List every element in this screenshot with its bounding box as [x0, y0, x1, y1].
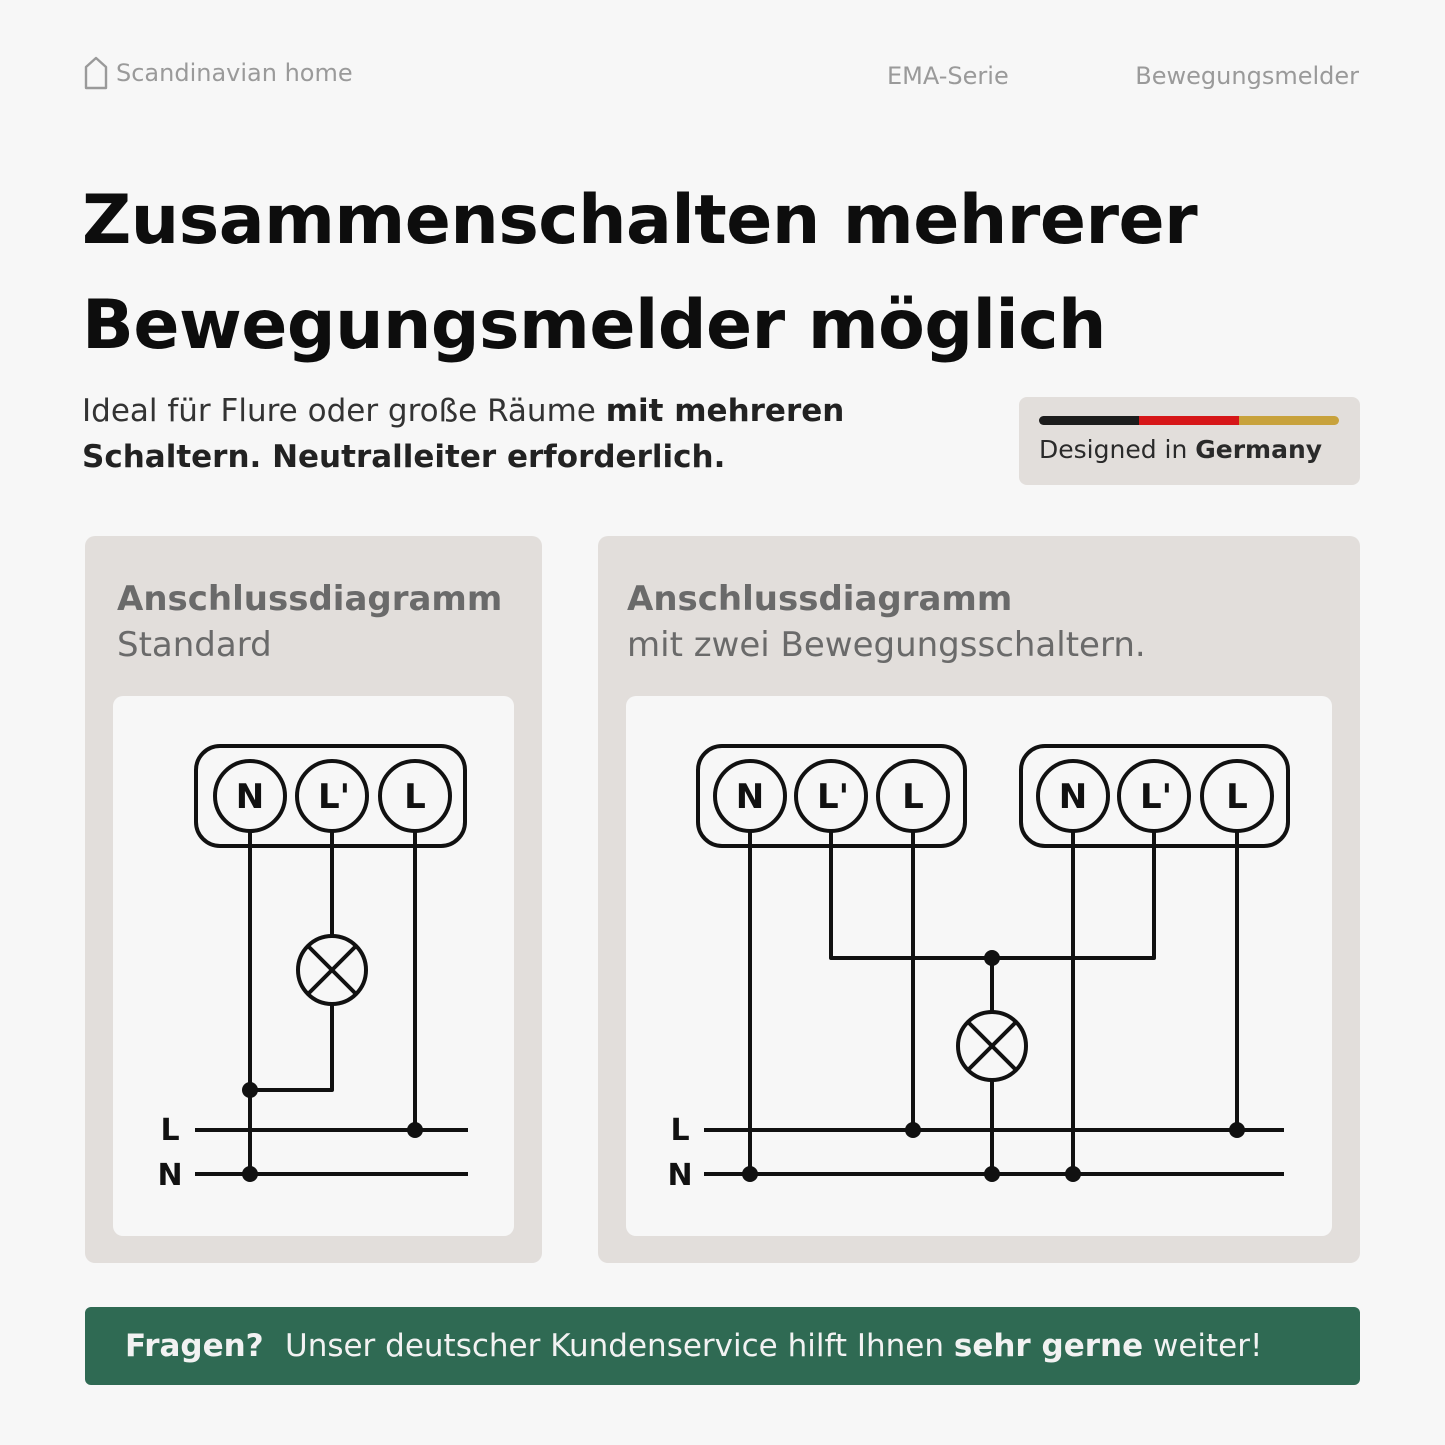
- wire-a-l-prime: [831, 832, 1154, 958]
- junction-dot: [905, 1122, 921, 1138]
- support-message-bold: sehr gerne: [953, 1328, 1144, 1364]
- junction-dot: [1229, 1122, 1245, 1138]
- junction-dot: [242, 1082, 258, 1098]
- support-message-pre: Unser deutscher Kundenservice hilft Ihnen: [285, 1328, 954, 1364]
- brand[interactable]: [84, 56, 353, 90]
- house-outline-icon: [84, 56, 108, 90]
- junction-dot: [1065, 1166, 1081, 1182]
- nav-item-series[interactable]: EMA-Serie: [887, 62, 1009, 90]
- lamp-icon: [958, 1012, 1026, 1080]
- junction-dot: [984, 1166, 1000, 1182]
- junction-dot: [242, 1166, 258, 1182]
- support-message-post: weiter!: [1143, 1328, 1263, 1364]
- terminal-label-a-l: L: [902, 777, 924, 817]
- flag-stripe-gold: [1239, 416, 1339, 425]
- terminal-label-b-n: N: [1058, 777, 1088, 817]
- junction-dot: [984, 950, 1000, 966]
- subtitle-normal: Ideal für Flure oder große Räume: [82, 393, 606, 429]
- wire-lamp-return: [250, 1004, 332, 1090]
- terminal-label-a-l-prime: L': [816, 777, 850, 817]
- page-subtitle: [82, 388, 982, 480]
- lamp-icon: [298, 936, 366, 1004]
- panel-title-standard: [117, 576, 502, 668]
- title-line-2: Bewegungsmelder möglich: [82, 286, 1106, 365]
- support-message: [285, 1328, 1262, 1364]
- terminal-label-l: L: [404, 777, 426, 817]
- rail-label-l: L: [160, 1113, 180, 1148]
- flag-stripe-red: [1139, 416, 1239, 425]
- diagram-panel-double: [598, 536, 1360, 1263]
- terminal-label-b-l: L: [1226, 777, 1248, 817]
- rail-label-l: L: [670, 1113, 690, 1148]
- page-title: [82, 168, 1372, 378]
- diagram-canvas-standard: [113, 696, 514, 1236]
- subtitle-bold: mit mehreren Schaltern. Neutralleiter erforderlich.: [82, 393, 845, 475]
- designed-in-germany-badge: [1019, 397, 1360, 485]
- terminal-label-l-prime: L': [317, 777, 351, 817]
- diagram-panel-standard: [85, 536, 542, 1263]
- terminal-label-n: N: [235, 777, 265, 817]
- wiring-diagram-double: [626, 696, 1332, 1236]
- diagram-canvas-double: [626, 696, 1332, 1236]
- panel-subheading: mit zwei Bewegungsschaltern.: [627, 625, 1146, 665]
- terminal-label-b-l-prime: L': [1139, 777, 1173, 817]
- title-line-1: Zusammenschalten mehrerer: [82, 181, 1198, 260]
- flag-stripe-black: [1039, 416, 1139, 425]
- terminal-label-a-n: N: [735, 777, 765, 817]
- top-bar: [84, 56, 1359, 96]
- rail-label-n: N: [667, 1158, 693, 1193]
- panel-subheading: Standard: [117, 625, 272, 665]
- support-banner[interactable]: [85, 1307, 1360, 1385]
- badge-country: Germany: [1195, 435, 1323, 464]
- support-question: Fragen?: [125, 1328, 264, 1364]
- badge-prefix: Designed in: [1039, 435, 1196, 464]
- badge-text: [1039, 435, 1322, 464]
- panel-heading: Anschlussdiagramm: [627, 579, 1013, 619]
- panel-title-double: [627, 576, 1146, 668]
- panel-heading: Anschlussdiagramm: [117, 579, 503, 619]
- junction-dot: [742, 1166, 758, 1182]
- german-flag-icon: [1039, 416, 1339, 425]
- junction-dot: [407, 1122, 423, 1138]
- wiring-diagram-standard: [113, 696, 514, 1236]
- brand-name: Scandinavian home: [116, 59, 353, 87]
- nav-item-category[interactable]: Bewegungsmelder: [1135, 62, 1359, 90]
- rail-label-n: N: [157, 1158, 183, 1193]
